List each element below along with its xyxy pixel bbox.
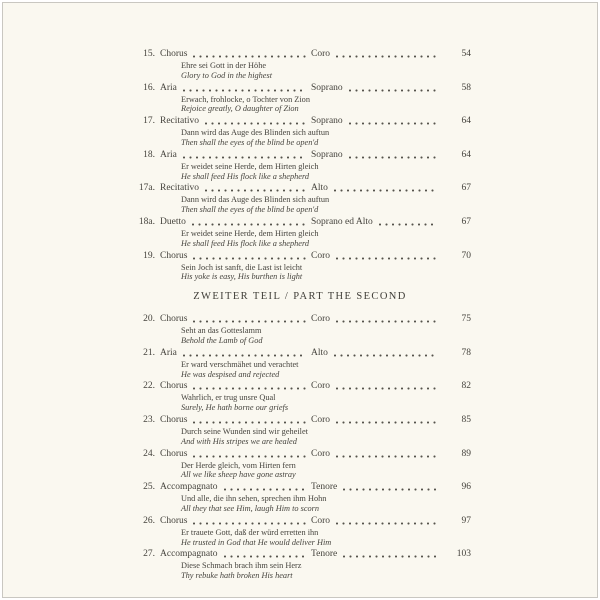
entry-row (129, 414, 471, 426)
entry-row (129, 250, 471, 262)
entry-text-german: Er trauete Gott, daß der würd erretten ihn (181, 527, 319, 537)
entry-text-german: Diese Schmach brach ihm sein Herz (181, 561, 302, 571)
entry-label: Chorus (160, 250, 188, 261)
toc-entry (129, 548, 471, 581)
entry-voice-cell (311, 414, 441, 426)
dot-leader (183, 354, 306, 357)
entry-text-english: Then shall the eyes of the blind be open'd (181, 137, 319, 147)
entry-voice-cell (311, 250, 441, 262)
dot-leader (336, 320, 436, 323)
entry-label: Accompagnato (160, 549, 218, 560)
entry-voice: Alto (311, 183, 328, 194)
entry-label: Recitativo (160, 183, 200, 194)
toc-entry (129, 380, 471, 413)
entry-page-number: 64 (461, 116, 471, 127)
dot-leader (336, 522, 436, 525)
entry-voice-cell (311, 182, 441, 194)
entry-row (129, 548, 471, 560)
entry-page-number: 103 (456, 549, 471, 560)
entry-row (129, 115, 471, 127)
entry-label-cell (160, 448, 311, 460)
entry-number: 27. (143, 549, 155, 560)
dot-leader (193, 320, 306, 323)
entry-voice-cell (311, 48, 441, 60)
entry-text-german: Dann wird das Auge des Blinden sich auftun (181, 128, 330, 138)
entry-number: 17a. (138, 183, 155, 194)
entry-label-cell (160, 481, 311, 493)
entry-label-cell (160, 380, 311, 392)
dot-leader (349, 89, 436, 92)
toc-entry (129, 48, 471, 81)
entry-label: Chorus (160, 515, 188, 526)
entry-text-german: Seht an das Gotteslamm (181, 326, 262, 336)
dot-leader (183, 89, 306, 92)
entry-voice: Coro (311, 314, 330, 325)
entry-page-number: 96 (461, 482, 471, 493)
dot-leader (336, 55, 436, 58)
entry-label: Aria (160, 82, 177, 93)
entry-voice: Soprano ed Alto (311, 216, 373, 227)
entry-label-cell (160, 216, 311, 228)
entry-label-cell (160, 48, 311, 60)
entry-text-german: Und alle, die ihn sehen, sprechen ihm Hohn (181, 494, 327, 504)
entry-label: Chorus (160, 448, 188, 459)
entry-page-number: 82 (461, 381, 471, 392)
toc-entry (129, 481, 471, 514)
entry-number: 22. (143, 381, 155, 392)
dot-leader (334, 354, 436, 357)
entry-number: 24. (143, 448, 155, 459)
toc-entry (129, 250, 471, 283)
entry-number: 20. (143, 314, 155, 325)
entry-voice-cell (311, 548, 441, 560)
entry-label-cell (160, 250, 311, 262)
dot-leader (343, 488, 436, 491)
entry-label-cell (160, 149, 311, 161)
entry-label-cell (160, 347, 311, 359)
dot-leader (349, 156, 436, 159)
entry-text-german: Durch seine Wunden sind wir geheilet (181, 426, 308, 436)
dot-leader (334, 189, 436, 192)
entry-voice: Coro (311, 515, 330, 526)
entry-row (129, 149, 471, 161)
entry-page-number: 54 (461, 49, 471, 59)
entry-page-number: 64 (461, 149, 471, 160)
entry-number: 18. (143, 149, 155, 160)
entry-label: Chorus (160, 314, 188, 325)
entry-voice: Coro (311, 381, 330, 392)
entry-text-german: Er ward verschmähet und verachtet (181, 359, 299, 369)
entry-label: Aria (160, 149, 177, 160)
entry-voice-cell (311, 149, 441, 161)
toc-entry (129, 182, 471, 215)
entry-row (129, 347, 471, 359)
entry-text-english: He shall feed His flock like a shepherd (181, 238, 310, 248)
dot-leader (193, 455, 306, 458)
entry-label-cell (160, 548, 311, 560)
entry-text-german: Wahrlich, er trug unsre Qual (181, 393, 276, 403)
toc-entry (129, 347, 471, 380)
entry-label: Chorus (160, 381, 188, 392)
entry-row (129, 481, 471, 493)
entry-page-number: 67 (461, 183, 471, 194)
entry-page-number: 89 (461, 448, 471, 459)
entry-label: Accompagnato (160, 482, 218, 493)
entry-voice: Tenore (311, 482, 338, 493)
entry-voice-cell (311, 82, 441, 94)
dot-leader (193, 55, 306, 58)
entry-text-english: All they that see Him, laugh Him to scorn (181, 503, 320, 513)
entry-text-english: His yoke is easy, His burthen is light (181, 272, 303, 282)
entry-voice: Alto (311, 347, 328, 358)
entry-row (129, 515, 471, 527)
entry-voice-cell (311, 448, 441, 460)
toc-entry (129, 414, 471, 447)
entry-text-english: He was despised and rejected (181, 369, 280, 379)
entry-label-cell (160, 414, 311, 426)
entry-voice-cell (311, 380, 441, 392)
entry-page-number: 75 (461, 314, 471, 325)
entry-label-cell (160, 115, 311, 127)
dot-leader (192, 223, 306, 226)
toc-entry (129, 216, 471, 249)
entry-voice-cell (311, 216, 441, 228)
entry-label: Chorus (160, 49, 188, 59)
dot-leader (193, 257, 306, 260)
entry-number: 25. (143, 482, 155, 493)
dot-leader (336, 257, 436, 260)
toc-entry (129, 149, 471, 182)
entry-text-german: Dann wird das Auge des Blinden sich auftun (181, 195, 330, 205)
entry-voice-cell (311, 515, 441, 527)
entry-row (129, 182, 471, 194)
entry-row (129, 82, 471, 94)
dot-leader (224, 555, 306, 558)
entry-text-english: Thy rebuke hath broken His heart (181, 571, 293, 581)
entry-page-number: 58 (461, 82, 471, 93)
entry-voice: Coro (311, 414, 330, 425)
entry-voice: Coro (311, 49, 330, 59)
entry-voice-cell (311, 347, 441, 359)
entry-page-number: 97 (461, 515, 471, 526)
toc-entry (129, 82, 471, 115)
dot-leader (224, 488, 306, 491)
entry-number: 16. (143, 82, 155, 93)
dot-leader (193, 421, 306, 424)
entry-label: Chorus (160, 414, 188, 425)
toc-entry (129, 448, 471, 481)
entry-text-german: Der Herde gleich, vom Hirten fern (181, 460, 296, 470)
dot-leader (193, 387, 306, 390)
entry-row (129, 380, 471, 392)
dot-leader (205, 189, 306, 192)
table-of-contents (129, 3, 471, 581)
entry-number: 23. (143, 414, 155, 425)
entry-row (129, 313, 471, 325)
entry-label: Recitativo (160, 116, 200, 127)
dot-leader (336, 421, 436, 424)
entry-label-cell (160, 515, 311, 527)
entry-number: 26. (143, 515, 155, 526)
dot-leader (336, 455, 436, 458)
entry-voice: Coro (311, 448, 330, 459)
entry-label: Duetto (160, 216, 186, 227)
dot-leader (349, 122, 436, 125)
entry-voice: Coro (311, 250, 330, 261)
section-heading: ZWEITER TEIL / PART THE SECOND (193, 291, 407, 303)
entry-voice-cell (311, 115, 441, 127)
entry-page-number: 85 (461, 414, 471, 425)
entry-voice: Soprano (311, 116, 343, 127)
entry-number: 19. (143, 250, 155, 261)
entry-row (129, 216, 471, 228)
entry-number: 15. (143, 49, 155, 59)
entry-text-german: Er weidet seine Herde, dem Hirten gleich (181, 161, 319, 171)
entry-label-cell (160, 182, 311, 194)
entry-page-number: 78 (461, 347, 471, 358)
dot-leader (379, 223, 436, 226)
toc-entry (129, 115, 471, 148)
entry-text-german: Sein Joch ist sanft, die Last ist leicht (181, 262, 303, 272)
entry-text-english: Then shall the eyes of the blind be open'd (181, 205, 319, 215)
entry-voice: Soprano (311, 82, 343, 93)
entry-page-number: 67 (461, 216, 471, 227)
entry-text-english: Surely, He hath borne our griefs (181, 403, 289, 413)
entry-row (129, 48, 471, 60)
dot-leader (193, 522, 306, 525)
entry-text-english: He trusted in God that He would deliver Him (181, 537, 332, 547)
entry-label-cell (160, 313, 311, 325)
dot-leader (336, 387, 436, 390)
entry-text-english: All we like sheep have gone astray (181, 470, 296, 480)
entry-number: 18a. (138, 216, 155, 227)
entry-text-german: Er weidet seine Herde, dem Hirten gleich (181, 228, 319, 238)
entry-text-english: Rejoice greatly, O daughter of Zion (181, 104, 299, 114)
entry-label: Aria (160, 347, 177, 358)
dot-leader (343, 555, 436, 558)
entry-voice: Soprano (311, 149, 343, 160)
entry-number: 21. (143, 347, 155, 358)
entry-voice-cell (311, 481, 441, 493)
toc-entry (129, 313, 471, 346)
entry-text-german: Erwach, frohlocke, o Tochter von Zion (181, 94, 310, 104)
dot-leader (183, 156, 306, 159)
entry-text-english: Glory to God in the highest (181, 70, 273, 80)
entry-text-german: Ehre sei Gott in der Höhe (181, 61, 267, 70)
score-toc-page (2, 2, 598, 598)
entry-voice-cell (311, 313, 441, 325)
toc-entry (129, 515, 471, 548)
entry-text-english: He shall feed His flock like a shepherd (181, 171, 310, 181)
entry-text-english: And with His stripes we are healed (181, 436, 297, 446)
entry-text-english: Behold the Lamb of God (181, 335, 263, 345)
entry-page-number: 70 (461, 250, 471, 261)
entry-number: 17. (143, 116, 155, 127)
dot-leader (205, 122, 306, 125)
entry-row (129, 448, 471, 460)
entry-label-cell (160, 82, 311, 94)
entry-voice: Tenore (311, 549, 338, 560)
